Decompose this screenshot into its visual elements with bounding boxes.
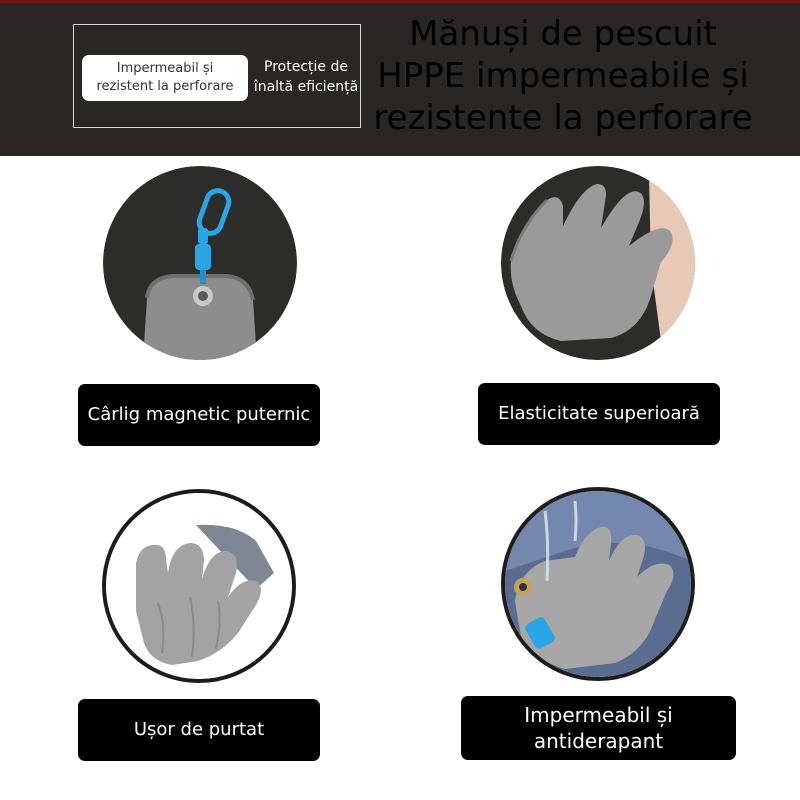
feature-label-waterproof-anti-slip: Impermeabil și antiderapant [461,696,736,760]
feature-label-easy-to-wear: Ușor de purtat [78,699,320,761]
glove-image [102,489,296,683]
stretch-glove-image [501,166,695,360]
feature-label-elasticity: Elasticitate superioară [478,383,720,445]
page-title: Mănuși de pescuit HPPE impermeabile și rezistente la perforare [373,14,753,138]
wet-glove-image [501,487,695,681]
header-banner [0,0,800,156]
header-feature-box [73,24,361,128]
magnetic-hook-image [103,166,297,360]
header-side-label: Protecție de înaltă eficiență [253,59,359,95]
header-badge: Impermeabil și rezistent la perforare [82,55,248,101]
feature-label-magnetic-hook: Cârlig magnetic puternic [78,384,320,446]
